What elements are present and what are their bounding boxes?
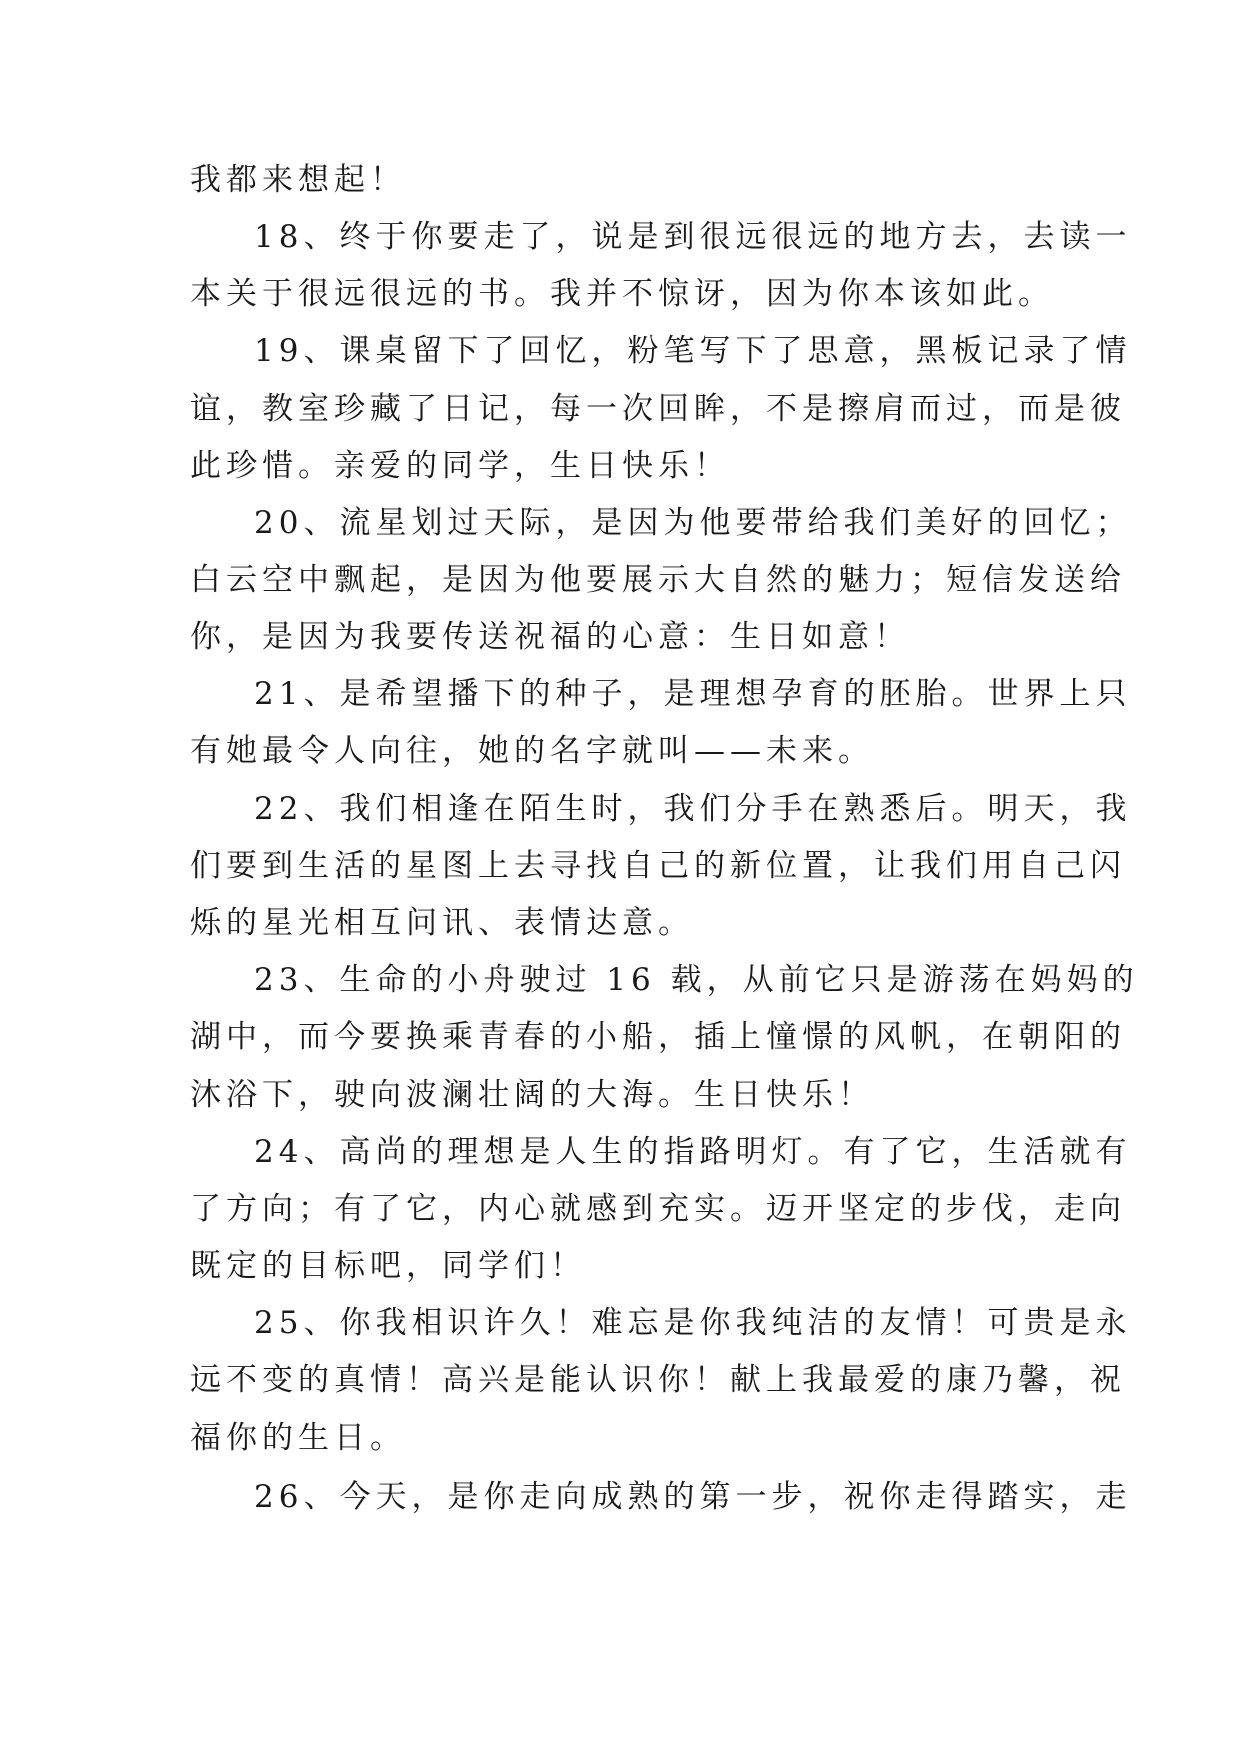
text-line: 22、我们相逢在陌生时，我们分手在熟悉后。明天，我 xyxy=(254,791,1132,827)
text-line: 沐浴下，驶向波澜壮阔的大海。生日快乐！ xyxy=(190,1077,874,1113)
text-line: 谊，教室珍藏了日记，每一次回眸，不是擦肩而过，而是彼 xyxy=(190,391,1126,427)
text-line: 白云空中飘起，是因为他要展示大自然的魅力；短信发送给 xyxy=(190,562,1126,598)
text-line: 们要到生活的星图上去寻找自己的新位置，让我们用自己闪 xyxy=(190,848,1126,884)
text-line: 了方向；有了它，内心就感到充实。迈开坚定的步伐，走向 xyxy=(190,1191,1126,1227)
text-line: 20、流星划过天际，是因为他要带给我们美好的回忆； xyxy=(254,505,1132,541)
text-line: 本关于很远很远的书。我并不惊讶，因为你本该如此。 xyxy=(190,276,1054,312)
text-line: 19、课桌留下了回忆，粉笔写下了思意，黑板记录了情 xyxy=(254,333,1132,369)
text-line: 有她最令人向往，她的名字就叫——未来。 xyxy=(190,733,874,769)
text-line: 我都来想起！ xyxy=(190,162,406,198)
text-line: 既定的目标吧，同学们！ xyxy=(190,1248,586,1284)
text-line: 你，是因为我要传送祝福的心意：生日如意！ xyxy=(190,619,910,655)
text-line: 24、高尚的理想是人生的指路明灯。有了它，生活就有 xyxy=(254,1134,1132,1170)
text-line: 烁的星光相互问讯、表情达意。 xyxy=(190,905,694,941)
text-line: 18、终于你要走了，说是到很远很远的地方去，去读一 xyxy=(254,219,1132,255)
text-line: 26、今天，是你走向成熟的第一步，祝你走得踏实，走 xyxy=(254,1479,1132,1515)
text-line: 21、是希望播下的种子，是理想孕育的胚胎。世界上只 xyxy=(254,676,1132,712)
text-line: 福你的生日。 xyxy=(190,1420,406,1456)
text-line: 远不变的真情！高兴是能认识你！献上我最爱的康乃馨，祝 xyxy=(190,1362,1126,1398)
text-line: 23、生命的小舟驶过 16 载，从前它只是游荡在妈妈的 xyxy=(254,962,1139,998)
text-line: 25、你我相识许久！难忘是你我纯洁的友情！可贵是永 xyxy=(254,1305,1132,1341)
text-line: 湖中，而今要换乘青春的小船，插上憧憬的风帆，在朝阳的 xyxy=(190,1019,1126,1055)
text-line: 此珍惜。亲爱的同学，生日快乐！ xyxy=(190,448,730,484)
